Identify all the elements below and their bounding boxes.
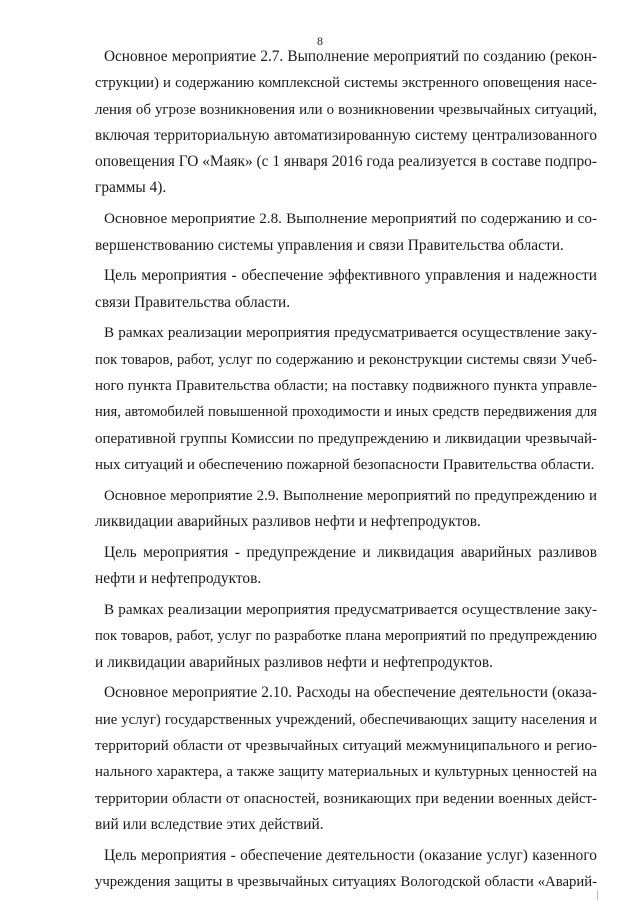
- text-line: Основное мероприятие 2.10. Расходы на обеспечение деятельности (оказа-: [104, 684, 597, 702]
- text-line: ликвидации аварийных разливов нефти и нефтепродуктов.: [95, 513, 481, 531]
- page-number: 8: [317, 34, 323, 48]
- text-line: вершенствованию системы управления и связи Правительства области.: [95, 236, 564, 254]
- text-line: ного пункта Правительства области; на поставку подвижного пункта управле-: [95, 378, 597, 395]
- text-line: ления об угрозе возникновения или о возникновении чрезвычайных ситуаций,: [95, 101, 597, 118]
- text-line: В рамках реализации мероприятия предусматривается осуществление заку-: [104, 324, 597, 342]
- text-line: нального характера, а также защиту материальных и культурных ценностей на: [95, 764, 597, 781]
- text-line: В рамках реализации мероприятия предусматривается осуществление заку-: [104, 600, 597, 618]
- text-line: Цель мероприятия - обеспечение деятельности (оказание услуг) казенного: [104, 846, 597, 864]
- document-body: [95, 44, 597, 900]
- paragraph-goal-2-9: [95, 540, 597, 593]
- paragraph-goal-2-8: [95, 263, 597, 316]
- text-line: учреждения защиты в чрезвычайных ситуациях Вологодской области «Аварий-: [95, 873, 597, 890]
- text-line: граммы 4).: [95, 179, 167, 197]
- text-line: оповещения ГО «Маяк» (с 1 января 2016 года реализуется в составе подпро-: [95, 153, 597, 171]
- paragraph-measure-2-9: [95, 483, 597, 536]
- paragraph-procurement-2-9: [95, 597, 597, 676]
- paragraph-goal-2-10: [95, 843, 597, 896]
- text-line: ных ситуаций и обеспечению пожарной безопасности Правительства области.: [95, 456, 595, 473]
- scan-edge-mark: [597, 890, 598, 900]
- text-line: ние услуг) государственных учреждений, обеспечивающих защиту населения и: [95, 711, 597, 728]
- text-line: Цель мероприятия - предупреждение и ликвидация аварийных разливов: [104, 543, 597, 561]
- text-line: связи Правительства области.: [95, 293, 291, 311]
- text-line: ния, автомобилей повышенной проходимости и иных средств передвижения для: [95, 404, 597, 421]
- text-line: Основное мероприятие 2.9. Выполнение мероприятий по предупреждению и: [104, 487, 597, 504]
- text-line: оперативной группы Комиссии по предупреждению и ликвидации чрезвычай-: [95, 430, 597, 447]
- text-line: пок товаров, работ, услуг по содержанию и реконструкции системы связи Учеб-: [95, 351, 597, 368]
- text-line: Основное мероприятие 2.8. Выполнение мероприятий по содержанию и со-: [104, 210, 597, 228]
- paragraph-measure-2-7: [95, 44, 597, 202]
- paragraph-measure-2-8: [95, 206, 597, 259]
- text-line: и ликвидации аварийных разливов нефти и нефтепродуктов.: [95, 653, 493, 671]
- text-line: территории области от опасностей, возникающих при ведении военных дейст-: [95, 790, 597, 807]
- text-line: Основное мероприятие 2.7. Выполнение мероприятий по созданию (рекон-: [104, 48, 597, 65]
- text-line: нефти и нефтепродуктов.: [95, 570, 262, 588]
- text-line: струкции) и содержанию комплексной системы экстренного оповещения насе-: [95, 75, 597, 92]
- text-line: территорий области от чрезвычайных ситуаций межмуниципального и регио-: [95, 737, 597, 754]
- text-line: вий или вследствие этих действий.: [95, 815, 324, 833]
- text-line: пок товаров, работ, услуг по разработке плана мероприятий по предупреждению: [95, 628, 597, 645]
- text-line: включая территориальную автоматизированную систему централизованного: [95, 126, 597, 144]
- text-line: Цель мероприятия - обеспечение эффективного управления и надежности: [104, 267, 597, 285]
- paragraph-measure-2-10: [95, 680, 597, 838]
- paragraph-procurement-2-8: [95, 320, 597, 478]
